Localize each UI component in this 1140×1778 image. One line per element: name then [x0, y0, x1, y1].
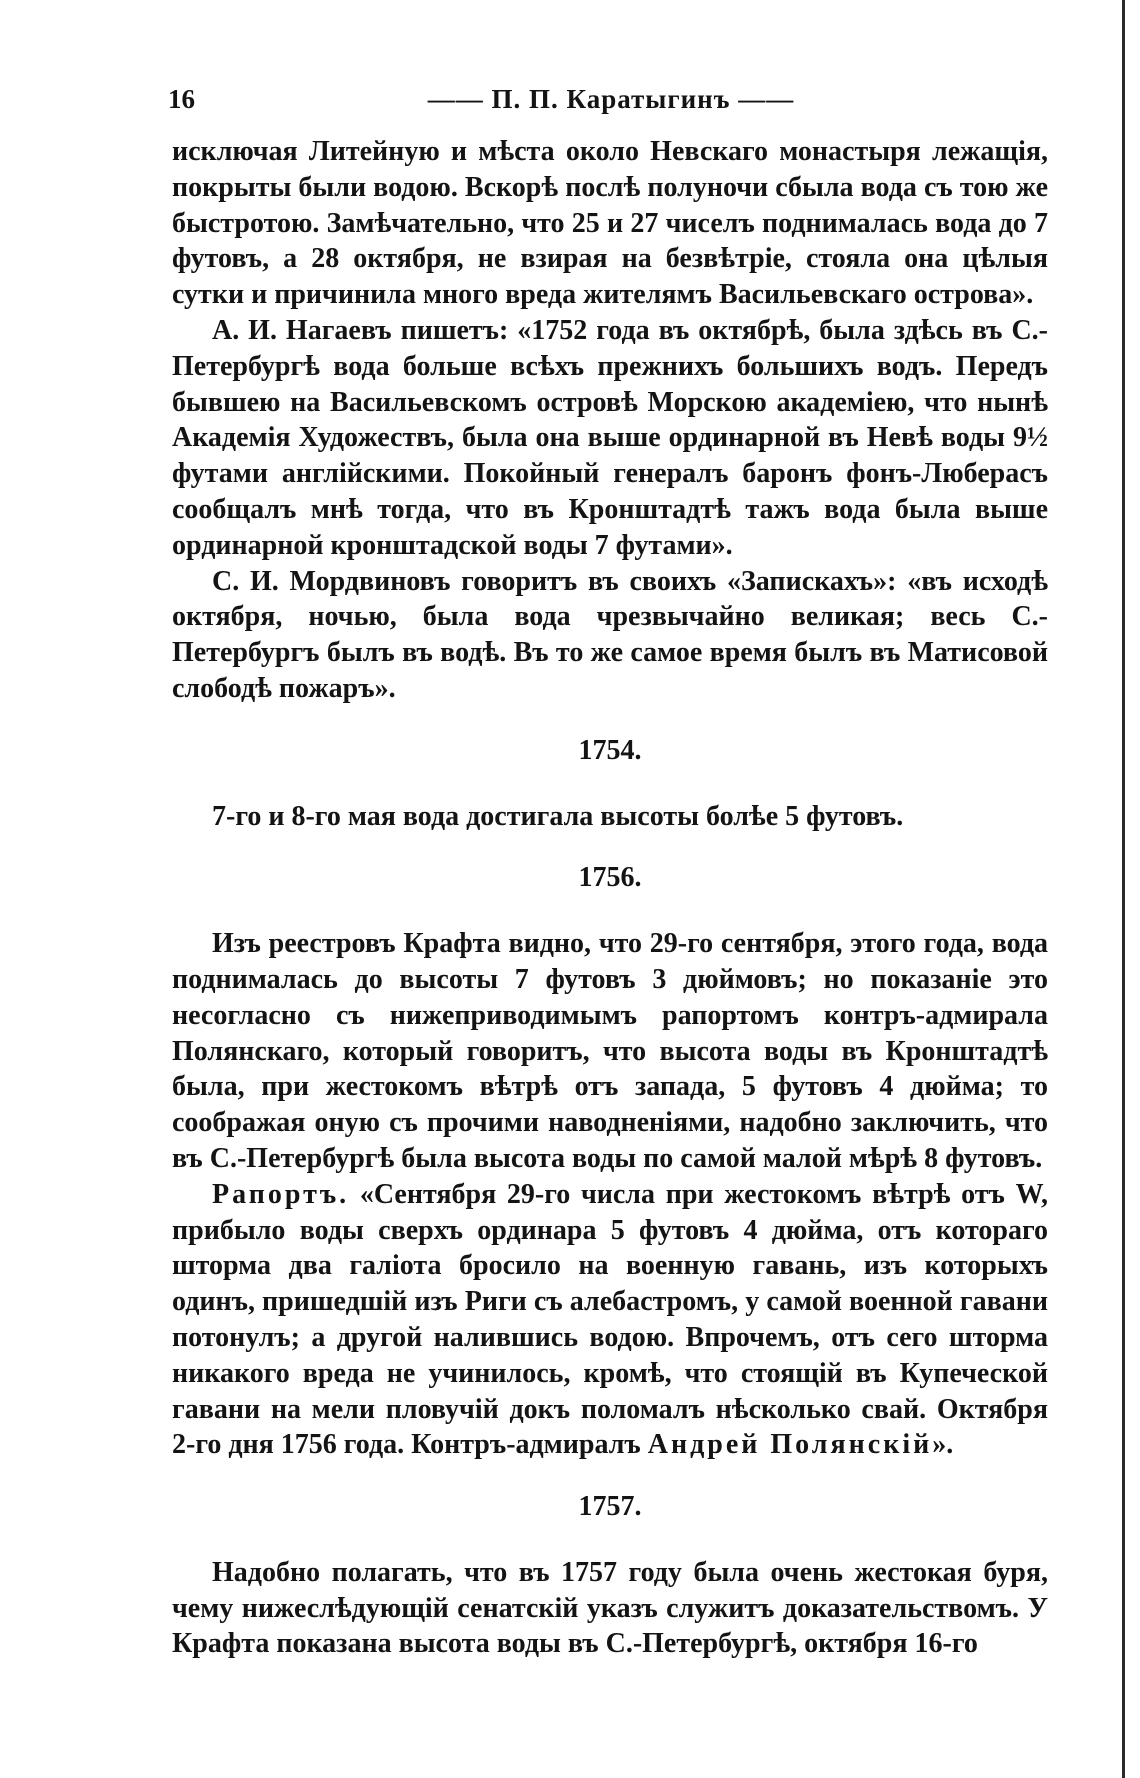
paragraph-1757: Надобно полагать, что въ 1757 году была очень жестокая буря, чему нижеслѣдующій сенатскій указъ служитъ доказательствомъ. У Крафта показана высота воды въ С.-Петербургѣ, октября 16-го — [172, 1556, 1048, 1660]
page-header — [168, 84, 1054, 124]
paragraph-continued: исключая Литейную и мѣста около Невскаго монастыря лежащія, покрыты были водою. Вскорѣ послѣ полуночи сбыла вода съ тою же быстротою. Замѣчательно, что 25 и 27 чиселъ поднималась вода до 7 футовъ, а 28 октября, не взирая на безвѣтріе, стояла она цѣлыя сутки и причинила много вреда жителямъ Васильевскаго острова». — [172, 136, 1048, 311]
report-lead: Рапортъ. — [212, 1178, 350, 1210]
paragraph-kraft-registers: Изъ реестровъ Крафта видно, что 29-го сентября, этого года, вода поднималась до высоты 7 футовъ 3 дюймовъ; но показаніе это несогласно съ нижеприводимымъ рапортомъ контръ-адмирала Полянскаго, который говоритъ, что высота воды въ Кронштадтѣ была, при жестокомъ вѣтрѣ отъ запада, 5 футовъ 4 дюйма; то соображая оную съ прочими наводненіями, надобно заключить, что въ С.-Петербургѣ была высота воды по самой малой мѣрѣ 8 футовъ. — [172, 928, 1048, 1174]
running-head: —— П. П. Каратыгинъ —— — [427, 84, 795, 114]
page-edge-line — [1122, 0, 1125, 1778]
page-number: 16 — [168, 84, 195, 114]
text-column — [172, 134, 1048, 1662]
year-heading-1756: 1756. — [578, 862, 642, 894]
paragraph-mordvinov: С. И. Мордвиновъ говоритъ въ своихъ «Запискахъ»: «въ исходѣ октября, ночью, была вода чрезвычайно великая; весь С.-Петербургъ былъ въ водѣ. Въ то же самое время былъ въ Матисовой слободѣ пожаръ». — [172, 565, 1048, 704]
year-heading-1754: 1754. — [578, 734, 642, 766]
report-signature-name: Андрей Полянскій — [647, 1429, 933, 1461]
report-text: «Сентября 29-го числа при жестокомъ вѣтрѣ отъ W, прибыло воды сверхъ ординара 5 футовъ 4 дюйма, отъ котораго шторма два галіота бросило на военную гавань, изъ которыхъ одинъ, пришедшій изъ Риги съ алебастромъ, у самой военной гавани потонулъ; а другой налившись водою. Впрочемъ, отъ сего шторма никакого вреда не учинилось, кромѣ, что стоящій въ Купеческой гавани на мели пловучій докъ поломалъ нѣсколько свай. Октября 2-го дня 1756 года. Контръ-адмиралъ — [172, 1178, 1048, 1461]
paragraph-nagaev: А. И. Нагаевъ пишетъ: «1752 года въ октябрѣ, была здѣсь въ С.-Петербургѣ вода больше всѣхъ прежнихъ большихъ водъ. Передъ бывшею на Васильевскомъ островѣ Морскою академіею, что нынѣ Академія Художествъ, была она выше ординарной въ Невѣ воды 9½ футами англійскими. Покойный генералъ баронъ фонъ-Люберасъ сообщалъ мнѣ тогда, что въ Кронштадтѣ тажъ вода была выше ординарной кронштадской воды 7 футами». — [172, 314, 1048, 561]
year-heading-1757: 1757. — [578, 1491, 642, 1523]
paragraph-1754: 7-го и 8-го мая вода достигала высоты болѣе 5 футовъ. — [212, 800, 904, 832]
paragraph-report — [172, 1177, 1048, 1463]
report-end: ». — [932, 1429, 954, 1461]
